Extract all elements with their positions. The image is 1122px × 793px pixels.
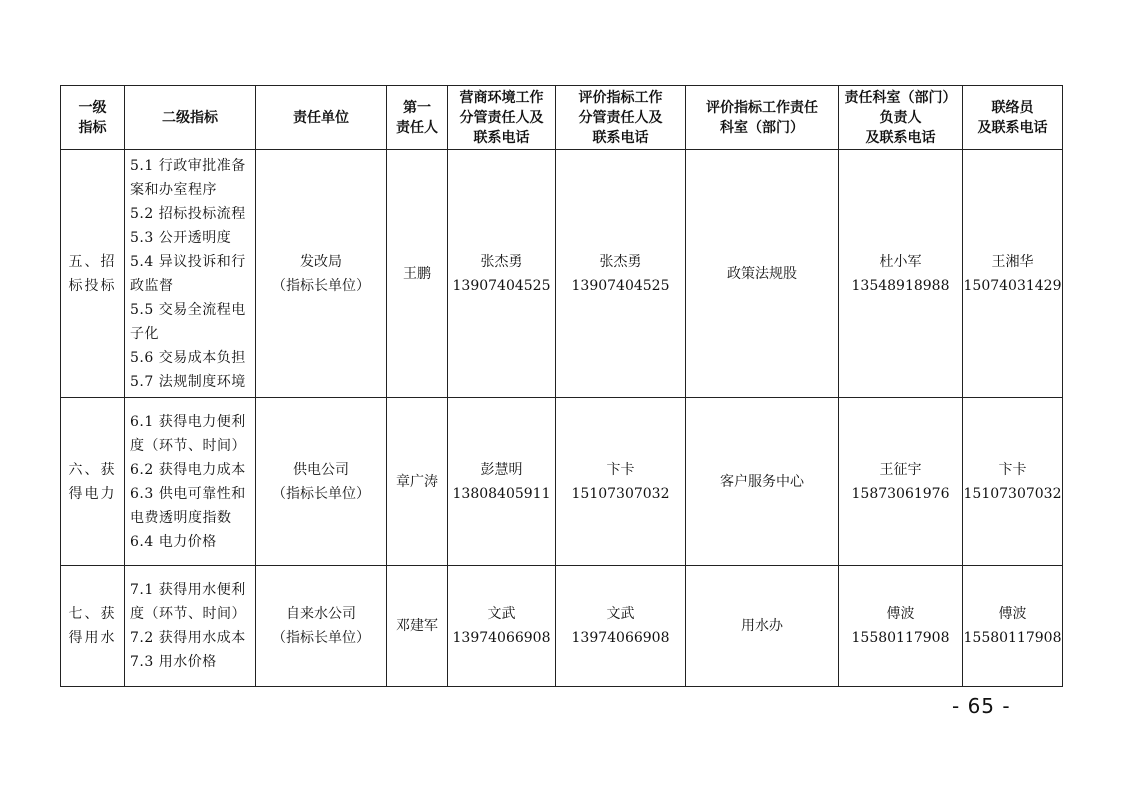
- level1-cell: 五、招 标投标: [61, 150, 125, 398]
- first-person-cell: 章广涛: [387, 398, 448, 566]
- env-contact-cell: 张杰勇 13907404525: [448, 150, 556, 398]
- table-row: [61, 566, 1063, 687]
- dept-head-cell: 傅波 15580117908: [839, 566, 963, 687]
- unit-cell: 供电公司 （指标长单位）: [256, 398, 387, 566]
- header-liaison: 联络员 及联系电话: [963, 86, 1063, 150]
- header-level2: 二级指标: [125, 86, 256, 150]
- first-person-cell: 邓建军: [387, 566, 448, 687]
- table-header-row: [61, 86, 1063, 150]
- dept-head-cell: 杜小军 13548918988: [839, 150, 963, 398]
- eval-contact-cell: 张杰勇 13907404525: [556, 150, 686, 398]
- table-row: [61, 150, 1063, 398]
- level2-cell: 5.1 行政审批准备 案和办室程序 5.2 招标投标流程 5.3 公开透明度 5.4 异议投诉和行 政监督 5.5 交易全流程电 子化 5.6 交易成本负担 5.7 法规制度环境: [125, 150, 256, 398]
- first-person-cell: 王鹏: [387, 150, 448, 398]
- dept-cell: 客户服务中心: [686, 398, 839, 566]
- dept-cell: 政策法规股: [686, 150, 839, 398]
- header-dept: 评价指标工作责任 科室（部门）: [686, 86, 839, 150]
- header-first-person: 第一 责任人: [387, 86, 448, 150]
- header-env-contact: 营商环境工作 分管责任人及 联系电话: [448, 86, 556, 150]
- level1-cell: 六、获 得电力: [61, 398, 125, 566]
- env-contact-cell: 彭慧明 13808405911: [448, 398, 556, 566]
- header-level1: 一级 指标: [61, 86, 125, 150]
- level2-cell: 6.1 获得电力便利 度（环节、时间） 6.2 获得电力成本 6.3 供电可靠性和 电费透明度指数 6.4 电力价格: [125, 398, 256, 566]
- dept-cell: 用水办: [686, 566, 839, 687]
- unit-cell: 发改局 （指标长单位）: [256, 150, 387, 398]
- page-number: - 65 -: [952, 694, 1011, 718]
- header-dept-head: 责任科室（部门） 负责人 及联系电话: [839, 86, 963, 150]
- responsibility-table: [60, 85, 1063, 687]
- header-unit: 责任单位: [256, 86, 387, 150]
- unit-cell: 自来水公司 （指标长单位）: [256, 566, 387, 687]
- level2-cell: 7.1 获得用水便利 度（环节、时间） 7.2 获得用水成本 7.3 用水价格: [125, 566, 256, 687]
- eval-contact-cell: 卞卡 15107307032: [556, 398, 686, 566]
- env-contact-cell: 文武 13974066908: [448, 566, 556, 687]
- liaison-cell: 卞卡 15107307032: [963, 398, 1063, 566]
- eval-contact-cell: 文武 13974066908: [556, 566, 686, 687]
- header-eval-contact: 评价指标工作 分管责任人及 联系电话: [556, 86, 686, 150]
- level1-cell: 七、获 得用水: [61, 566, 125, 687]
- table-row: [61, 398, 1063, 566]
- dept-head-cell: 王征宇 15873061976: [839, 398, 963, 566]
- liaison-cell: 傅波 15580117908: [963, 566, 1063, 687]
- liaison-cell: 王湘华 15074031429: [963, 150, 1063, 398]
